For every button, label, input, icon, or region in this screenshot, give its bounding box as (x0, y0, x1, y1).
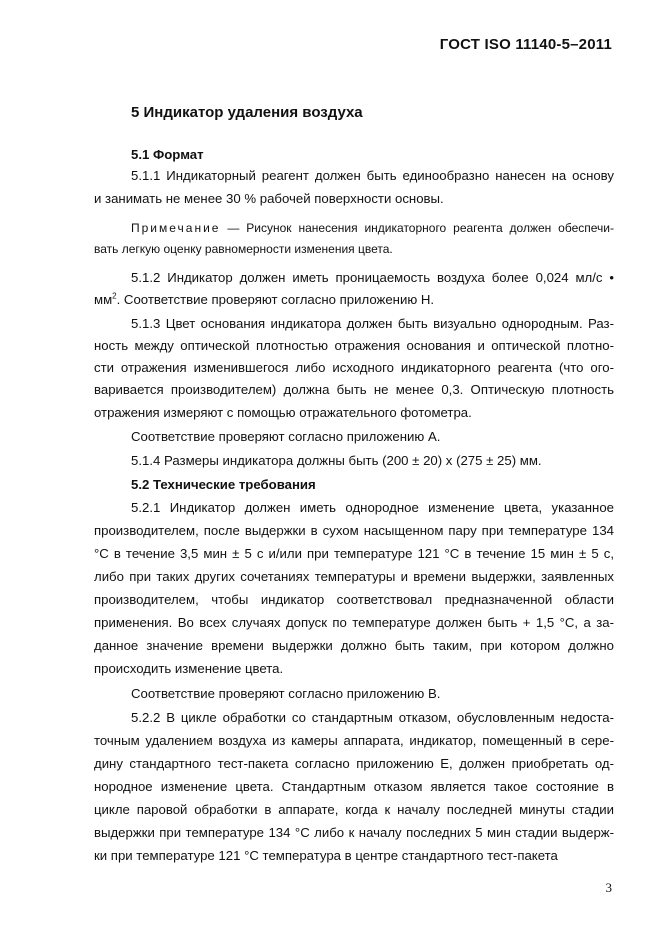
superscript: 2 (112, 291, 117, 301)
paragraph-line: Соответствие проверяют согласно приложению А. (131, 429, 441, 444)
note-line (131, 218, 614, 238)
sentence-text: . Соответствие проверяют согласно приложению Н. (116, 292, 435, 307)
paragraph-line: 5.1.3 Цвет основания индикатора должен быть визуально однородным. Раз- (131, 316, 614, 331)
paragraph-line: либо при таких других сочетаниях температуры и времени выдержки, заявленных (94, 569, 614, 584)
unit-text: мм (94, 292, 113, 307)
paragraph-line: варивается производителем) должна быть не менее 0,3. Оптическую плотность (94, 382, 614, 397)
paragraph-line: производителем, после выдержки в сухом насыщенном пару при температуре 134 (94, 523, 614, 538)
paragraph-line: нородное изменение цвета. Стандартным отказом является такое состояние в (94, 779, 614, 794)
subsection-heading: 5.1 Формат (131, 147, 204, 162)
paragraph-line: применения. Во всех случаях допуск по температуре должен быть + 1,5 °С, а за- (94, 615, 614, 630)
paragraph-line: точным удалением воздуха из камеры аппарата, индикатор, помещенный в сере- (94, 733, 614, 748)
paragraph-line: выдержки при температуре 134 °С либо к началу последних 5 мин стадии выдерж- (94, 825, 614, 840)
standard-header: ГОСТ ISO 11140-5–2011 (439, 36, 612, 53)
paragraph-line: сти отражения изменившегося либо исходного индикаторного реагента (что ого- (94, 360, 614, 375)
note-text: — Рисунок нанесения индикаторного реагента должен обеспечи- (220, 221, 614, 235)
note-line: вать легкую оценку равномерности изменения цвета. (94, 242, 393, 256)
page-number: 3 (605, 880, 612, 895)
paragraph-line: дину стандартного тест-пакета согласно приложению Е, должен приобретать од- (94, 756, 614, 771)
paragraph-line: 5.1.2 Индикатор должен иметь проницаемость воздуха более 0,024 мл/с • (131, 270, 614, 285)
paragraph-line: происходить изменение цвета. (94, 661, 284, 676)
paragraph-line: °С в течение 3,5 мин ± 5 с и/или при температуре 121 °С в течение 15 мин ± 5 с, (94, 546, 614, 561)
paragraph-line (94, 290, 434, 310)
note-label: Примечание (131, 221, 221, 235)
paragraph-line: производителем, чтобы индикатор соответствовал предназначенной области (94, 592, 614, 607)
paragraph-line: отражения измеряют с помощью отражательного фотометра. (94, 405, 472, 420)
paragraph-line: данное значение времени выдержки должно быть таким, при котором должно (94, 638, 614, 653)
paragraph-line: ность между оптической плотностью отражения основания и оптической плотно- (94, 338, 614, 353)
paragraph-line: Соответствие проверяют согласно приложению В. (131, 686, 441, 701)
subsection-heading: 5.2 Технические требования (131, 477, 316, 492)
paragraph-line: 5.2.2 В цикле обработки со стандартным отказом, обусловленным недоста- (131, 710, 614, 725)
section-title: 5 Индикатор удаления воздуха (131, 104, 363, 121)
paragraph-line: 5.1.4 Размеры индикатора должны быть (200 ± 20) х (275 ± 25) мм. (131, 453, 542, 468)
paragraph-line: 5.2.1 Индикатор должен иметь однородное изменение цвета, указанное (131, 500, 614, 515)
paragraph-line: 5.1.1 Индикаторный реагент должен быть единообразно нанесен на основу (131, 168, 614, 183)
paragraph-line: цикле паровой обработки в аппарате, когда к началу последней минуты стадии (94, 802, 614, 817)
paragraph-line: ки при температуре 121 °С температура в центре стандартного тест-пакета (94, 848, 558, 863)
paragraph-line: и занимать не менее 30 % рабочей поверхности основы. (94, 191, 444, 206)
